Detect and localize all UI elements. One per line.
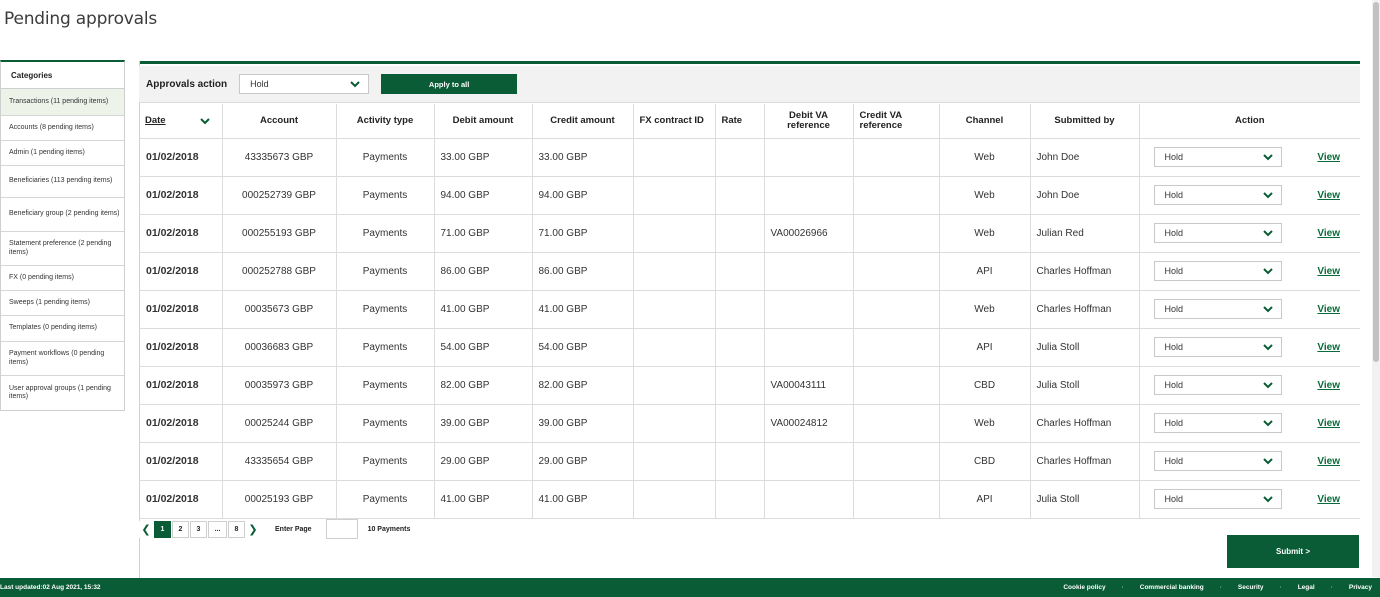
row-debit-amount: 94.00 GBP (434, 176, 532, 214)
footer-separator: · (1219, 584, 1222, 591)
row-action (1139, 252, 1360, 290)
sidebar-item[interactable]: User approval groups (1 pending items) (9, 384, 111, 400)
row-date: 01/02/2018 (139, 214, 222, 252)
row-credit-amount: 29.00 GBP (532, 442, 633, 480)
row-action-value: Hold (1164, 152, 1184, 162)
row-action-value: Hold (1164, 228, 1184, 238)
footer-link[interactable]: Cookie policy (1063, 584, 1106, 591)
row-activity-type: Payments (336, 366, 434, 404)
row-account: 00025244 GBP (222, 404, 336, 442)
row-action-select[interactable] (1154, 375, 1282, 395)
row-credit-amount: 82.00 GBP (532, 366, 633, 404)
row-credit-va-reference (853, 290, 939, 328)
row-submitted-by: Charles Hoffman (1030, 290, 1139, 328)
action-column-header: Action (1139, 104, 1360, 138)
date-header-label: Date (145, 114, 166, 126)
row-action-value: Hold (1164, 494, 1184, 504)
enter-page-label: Enter Page (275, 525, 312, 533)
chevron-down-icon (1263, 191, 1273, 199)
view-link[interactable]: View (1317, 379, 1340, 391)
row-action (1139, 366, 1360, 404)
row-debit-va-reference (764, 442, 853, 480)
footer-link[interactable]: Security (1237, 584, 1264, 591)
footer-link[interactable]: Commercial banking (1139, 584, 1204, 591)
row-debit-amount: 41.00 GBP (434, 290, 532, 328)
row-action-select[interactable] (1154, 413, 1282, 433)
chevron-down-icon (1263, 343, 1273, 351)
apply-to-all-button[interactable]: Apply to all (381, 74, 517, 94)
row-fx-contract-id (633, 290, 715, 328)
row-account: 00035973 GBP (222, 366, 336, 404)
view-link[interactable]: View (1317, 493, 1340, 505)
row-submitted-by: Charles Hoffman (1030, 404, 1139, 442)
view-link[interactable]: View (1317, 455, 1340, 467)
row-action-value: Hold (1164, 418, 1184, 428)
row-date: 01/02/2018 (139, 480, 222, 518)
row-action-value: Hold (1164, 190, 1184, 200)
row-debit-amount: 54.00 GBP (434, 328, 532, 366)
chevron-right-icon[interactable]: ❯ (246, 521, 260, 538)
row-credit-amount: 41.00 GBP (532, 290, 633, 328)
row-activity-type: Payments (336, 138, 434, 176)
row-date: 01/02/2018 (139, 404, 222, 442)
row-action-select[interactable] (1154, 337, 1282, 357)
row-submitted-by: Julia Stoll (1030, 480, 1139, 518)
sidebar-item[interactable]: Admin (1 pending items) (1, 141, 124, 166)
sidebar-item[interactable]: Accounts (8 pending items) (1, 116, 124, 141)
row-debit-va-reference (764, 138, 853, 176)
row-debit-va-reference (764, 290, 853, 328)
row-account: 000255193 GBP (222, 214, 336, 252)
row-credit-amount: 54.00 GBP (532, 328, 633, 366)
debit-amount-column-header: Debit amount (434, 104, 532, 138)
row-action-value: Hold (1164, 266, 1184, 276)
row-action (1139, 176, 1360, 214)
table-row (139, 328, 1360, 366)
row-credit-amount: 33.00 GBP (532, 138, 633, 176)
row-submitted-by: Julia Stoll (1030, 328, 1139, 366)
row-submitted-by: Julian Red (1030, 214, 1139, 252)
row-fx-contract-id (633, 328, 715, 366)
row-credit-amount: 41.00 GBP (532, 480, 633, 518)
row-credit-va-reference (853, 404, 939, 442)
chevron-left-icon[interactable]: ❮ (139, 521, 153, 538)
row-channel: Web (939, 404, 1030, 442)
account-column-header: Account (222, 104, 336, 138)
row-fx-contract-id (633, 480, 715, 518)
row-account: 00036683 GBP (222, 328, 336, 366)
view-link[interactable]: View (1317, 417, 1340, 429)
row-rate (715, 366, 764, 404)
view-link[interactable]: View (1317, 189, 1340, 201)
table-row (139, 366, 1360, 404)
page-number-input[interactable] (326, 519, 358, 539)
page-ellipsis: ... (208, 521, 227, 538)
footer (0, 578, 1380, 597)
row-debit-amount: 41.00 GBP (434, 480, 532, 518)
row-action (1139, 214, 1360, 252)
row-rate (715, 328, 764, 366)
credit-va-reference-column-header: Credit VA reference (853, 104, 939, 138)
row-fx-contract-id (633, 214, 715, 252)
date-column-header[interactable] (139, 104, 222, 138)
table-row (139, 176, 1360, 214)
fx-contract-id-column-header: FX contract ID (633, 104, 715, 138)
page-button[interactable]: 8 (228, 521, 245, 538)
row-action-value: Hold (1164, 380, 1184, 390)
row-activity-type: Payments (336, 480, 434, 518)
row-activity-type: Payments (336, 404, 434, 442)
chevron-down-icon (1263, 153, 1273, 161)
row-submitted-by: John Doe (1030, 138, 1139, 176)
row-date: 01/02/2018 (139, 138, 222, 176)
row-channel: Web (939, 176, 1030, 214)
row-debit-amount: 29.00 GBP (434, 442, 532, 480)
credit-amount-column-header: Credit amount (532, 104, 633, 138)
row-channel: Web (939, 138, 1030, 176)
row-debit-va-reference (764, 480, 853, 518)
row-date: 01/02/2018 (139, 176, 222, 214)
approvals-action-label: Approvals action (146, 78, 228, 90)
row-account: 000252739 GBP (222, 176, 336, 214)
footer-link[interactable]: Privacy (1348, 584, 1372, 591)
row-debit-va-reference (764, 176, 853, 214)
sidebar-item[interactable]: Transactions (11 pending items) (1, 89, 124, 116)
chevron-down-icon (199, 117, 211, 125)
row-rate (715, 404, 764, 442)
row-action-select[interactable] (1154, 489, 1282, 509)
row-account: 43335673 GBP (222, 138, 336, 176)
row-date: 01/02/2018 (139, 366, 222, 404)
row-debit-amount: 86.00 GBP (434, 252, 532, 290)
row-fx-contract-id (633, 404, 715, 442)
chevron-down-icon (1263, 381, 1273, 389)
approvals-action-value: Hold (250, 79, 269, 89)
table-header-row (139, 104, 1360, 138)
view-link[interactable]: View (1317, 227, 1340, 239)
row-fx-contract-id (633, 366, 715, 404)
submit-button[interactable]: Submit > (1227, 535, 1359, 568)
approvals-table (139, 104, 1360, 519)
table-row (139, 442, 1360, 480)
row-credit-va-reference (853, 176, 939, 214)
row-action-select[interactable] (1154, 299, 1282, 319)
chevron-down-icon (350, 80, 360, 88)
last-updated-text: Last updated:02 Aug 2021, 15:32 (0, 584, 101, 591)
row-activity-type: Payments (336, 290, 434, 328)
row-credit-amount: 86.00 GBP (532, 252, 633, 290)
page-title: Pending approvals (4, 9, 158, 29)
categories-sidebar (0, 60, 125, 411)
view-link[interactable]: View (1317, 341, 1340, 353)
row-channel: CBD (939, 366, 1030, 404)
chevron-down-icon (1263, 419, 1273, 427)
sidebar-item[interactable]: Beneficiary group (2 pending items) (1, 198, 124, 232)
footer-separator: · (1330, 584, 1333, 591)
row-submitted-by: Charles Hoffman (1030, 252, 1139, 290)
debit-va-reference-column-header: Debit VA reference (764, 104, 853, 138)
row-credit-va-reference (853, 138, 939, 176)
sidebar-item[interactable]: Statement preference (2 pending items) (1, 232, 124, 266)
row-debit-va-reference (764, 252, 853, 290)
row-fx-contract-id (633, 252, 715, 290)
row-activity-type: Payments (336, 252, 434, 290)
row-action-value: Hold (1164, 456, 1184, 466)
sidebar-item[interactable]: FX (0 pending items) (1, 266, 124, 291)
approvals-panel (139, 61, 1360, 581)
table-row (139, 138, 1360, 176)
row-fx-contract-id (633, 176, 715, 214)
row-action-select[interactable] (1154, 261, 1282, 281)
row-channel: API (939, 252, 1030, 290)
view-link[interactable]: View (1317, 151, 1340, 163)
row-debit-amount: 33.00 GBP (434, 138, 532, 176)
row-activity-type: Payments (336, 176, 434, 214)
row-debit-va-reference: VA00024812 (764, 404, 853, 442)
row-action-select[interactable] (1154, 185, 1282, 205)
row-channel: API (939, 480, 1030, 518)
row-fx-contract-id (633, 138, 715, 176)
row-credit-va-reference (853, 252, 939, 290)
row-action-select[interactable] (1154, 223, 1282, 243)
chevron-down-icon (1263, 457, 1273, 465)
channel-column-header: Channel (939, 104, 1030, 138)
table-row (139, 404, 1360, 442)
row-action (1139, 480, 1360, 518)
row-rate (715, 442, 764, 480)
approvals-action-bar (139, 66, 1360, 103)
rate-column-header: Rate (715, 104, 764, 138)
row-credit-amount: 71.00 GBP (532, 214, 633, 252)
pagination (139, 519, 410, 539)
row-rate (715, 138, 764, 176)
row-channel: Web (939, 214, 1030, 252)
row-action (1139, 290, 1360, 328)
sidebar-heading: Categories (1, 62, 124, 89)
row-credit-va-reference (853, 480, 939, 518)
table-row (139, 290, 1360, 328)
row-account: 43335654 GBP (222, 442, 336, 480)
row-submitted-by: John Doe (1030, 176, 1139, 214)
row-date: 01/02/2018 (139, 442, 222, 480)
row-activity-type: Payments (336, 442, 434, 480)
row-rate (715, 252, 764, 290)
row-action-select[interactable] (1154, 147, 1282, 167)
chevron-down-icon (1263, 267, 1273, 275)
row-action-select[interactable] (1154, 451, 1282, 471)
view-link[interactable]: View (1317, 303, 1340, 315)
row-fx-contract-id (633, 442, 715, 480)
footer-separator: · (1121, 584, 1124, 591)
scrollbar-thumb[interactable] (1373, 2, 1379, 362)
activity-type-column-header: Activity type (336, 104, 434, 138)
row-channel: API (939, 328, 1030, 366)
chevron-down-icon (1263, 305, 1273, 313)
row-debit-amount: 71.00 GBP (434, 214, 532, 252)
row-credit-va-reference (853, 214, 939, 252)
row-credit-va-reference (853, 328, 939, 366)
row-date: 01/02/2018 (139, 328, 222, 366)
row-credit-va-reference (853, 442, 939, 480)
row-debit-va-reference: VA00026966 (764, 214, 853, 252)
sidebar-item[interactable]: Payment workflows (0 pending items) (1, 342, 124, 376)
row-action-value: Hold (1164, 342, 1184, 352)
row-account: 00035673 GBP (222, 290, 336, 328)
page-button[interactable]: 2 (172, 521, 189, 538)
table-row (139, 480, 1360, 518)
row-account: 00025193 GBP (222, 480, 336, 518)
row-date: 01/02/2018 (139, 290, 222, 328)
sidebar-item[interactable]: Templates (0 pending items) (1, 316, 124, 342)
row-action (1139, 138, 1360, 176)
row-account: 000252788 GBP (222, 252, 336, 290)
page-button[interactable]: 3 (190, 521, 207, 538)
page-button[interactable]: 1 (154, 521, 171, 538)
view-link[interactable]: View (1317, 265, 1340, 277)
row-date: 01/02/2018 (139, 252, 222, 290)
payments-count: 10 Payments (367, 525, 411, 533)
row-submitted-by: Charles Hoffman (1030, 442, 1139, 480)
sidebar-item[interactable]: Sweeps (1 pending items) (1, 291, 124, 316)
row-credit-amount: 94.00 GBP (532, 176, 633, 214)
page-scrollbar[interactable] (1372, 0, 1380, 577)
row-channel: Web (939, 290, 1030, 328)
row-rate (715, 214, 764, 252)
chevron-down-icon (1263, 495, 1273, 503)
submitted-by-column-header: Submitted by (1030, 104, 1139, 138)
row-submitted-by: Julia Stoll (1030, 366, 1139, 404)
row-action (1139, 404, 1360, 442)
row-activity-type: Payments (336, 328, 434, 366)
table-row (139, 252, 1360, 290)
row-rate (715, 290, 764, 328)
row-debit-amount: 82.00 GBP (434, 366, 532, 404)
sidebar-item[interactable]: Beneficiaries (113 pending items) (1, 166, 124, 198)
row-action-value: Hold (1164, 304, 1184, 314)
panel-top-border (139, 61, 1360, 64)
row-rate (715, 176, 764, 214)
chevron-down-icon (1263, 229, 1273, 237)
row-credit-amount: 39.00 GBP (532, 404, 633, 442)
row-debit-va-reference: VA00043111 (764, 366, 853, 404)
footer-separator: · (1279, 584, 1282, 591)
footer-link[interactable]: Legal (1297, 584, 1315, 591)
row-action (1139, 328, 1360, 366)
row-credit-va-reference (853, 366, 939, 404)
table-row (139, 214, 1360, 252)
row-rate (715, 480, 764, 518)
row-action (1139, 442, 1360, 480)
row-channel: CBD (939, 442, 1030, 480)
row-debit-va-reference (764, 328, 853, 366)
row-debit-amount: 39.00 GBP (434, 404, 532, 442)
row-activity-type: Payments (336, 214, 434, 252)
approvals-action-select[interactable] (239, 74, 369, 94)
